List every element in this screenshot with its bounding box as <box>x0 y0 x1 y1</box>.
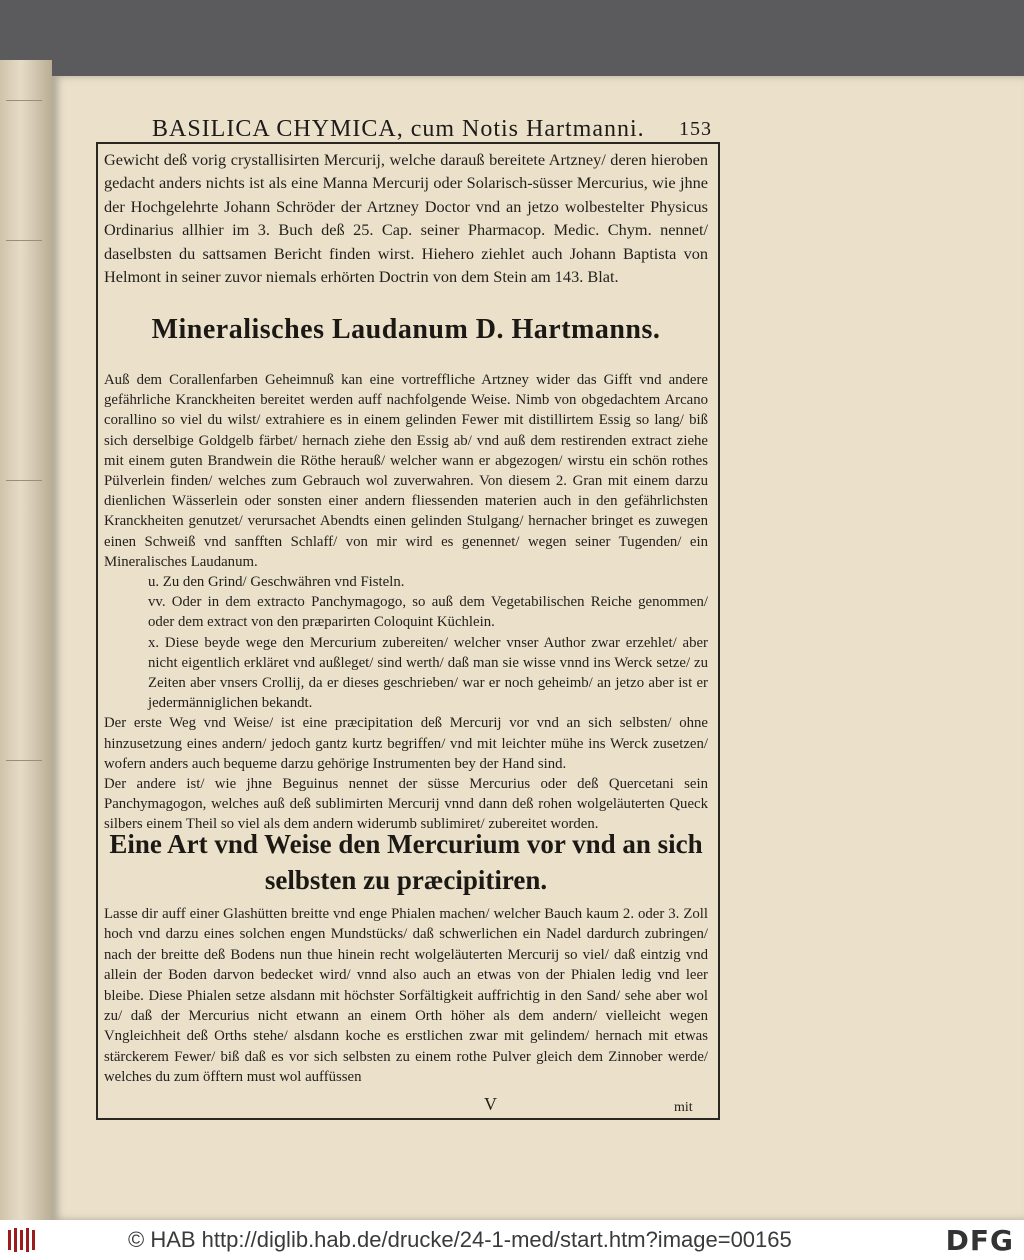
signature-mark: V <box>484 1094 497 1114</box>
note-paragraph: u. Zu den Grind/ Geschwähren vnd Fisteln. <box>148 574 405 591</box>
text-block-1 <box>104 148 708 288</box>
running-head-title: BASILICA CHYMICA, cum Notis Hartmanni. <box>152 116 645 142</box>
note-paragraph: vv. Oder in dem extracto Panchymagogo, so auß dem Vegetabilischen Reiche genommen/ oder dem extract von den præparirten Coloquint Küchlein. <box>148 594 708 631</box>
copyright-link[interactable]: © HAB http://diglib.hab.de/drucke/24-1-med/start.htm?image=00165 <box>128 1227 792 1252</box>
paragraph: Auß dem Corallenfarben Geheimnuß kan eine vortreffliche Artzney wider das Gifft vnd andere gefährliche Kranckheiten bereitet werden auff nachfolgende Weise. Nimb von obgedachtem Arcano corallino so viel du wilst/ extrahiere es in einem gelinden Fewer mit distillirtem Essig so lang/ biß sich derselbige Goldgelb färbet/ hernach ziehe den Essig ab/ vnd auß dem restirenden extract ziehe mit einem guten Brandwein die Röthe herauß/ welcher wann er abgezogen/ wirstu ein schön rothes Pülverlein finden/ welches zum Gebrauch wol zuverwahren. Von diesem 2. Gran mit einem darzu dienlichen Wässerlein oder sonsten einer andern fliessenden materien auch in den gefährlichsten Kranckheiten genutzet/ verursachet Abendts einen gelinden Stulgang/ hernacher bringet es zuwegen einen Schweiß vnd sanfften Schlaff/ von mir wird es genennet/ wegen seiner Tugenden/ ein Mineralisches Laudanum. <box>104 372 708 570</box>
paragraph: Der andere ist/ wie jhne Beguinus nennet der süsse Mercurius oder deß Quercetani sein Panchymagogon, welches auß deß sublimirten Mercurij vnnd dann deß rohen wolgeläuterten Queck silbers einem Theil so viel als dem andern widerumb sublimiret/ zubereitet worden. <box>104 776 708 833</box>
running-head <box>152 116 712 143</box>
note-paragraph: x. Diese beyde wege den Mercurium zubereiten/ welcher vnser Author zwar erzehlet/ aber nicht eigentlich erkläret vnd außleget/ sind werth/ daß man sie wisse vnnd ins Werck setze/ zu Zeiten aber vnsers Crollij, da er dieses geschrieben/ war er noch geheimb/ an jetzo aber ist er jedermänniglichen bekandt. <box>148 634 708 712</box>
prev-page-rule <box>6 240 42 241</box>
prev-page-rule <box>6 760 42 761</box>
library-logo-icon <box>6 1226 40 1254</box>
section-heading-1: Mineralisches Laudanum D. Hartmanns. <box>151 314 661 345</box>
text-block-3 <box>104 904 708 1088</box>
prev-page-rule <box>6 100 42 101</box>
dfg-logo: DFG <box>945 1224 1014 1257</box>
paragraph: Lasse dir auff einer Glashütten breitte vnd enge Phialen machen/ welcher Bauch kaum 2. oder 3. Zoll hoch vnd darzu eines solchen engen Mundstücks/ daß schwerlichen ein Nadel dardurch zubringen/ nach der breitte deß Bodens nun thue hinein recht wolgeläuterten Mercurij so viel/ daß eintzig vnd allein der Boden darvon bedecket wird/ vnnd also auch an etwas von der Phialen ledig vnd leer bleibe. Diese Phialen setze alsdann mit höchster Sorfältigkeit auffrichtig in den Sand/ sehe aber wol zu/ daß der Mercurius nicht etwann an einem Orth höher als dem andern/ vielleicht wegen Vngleichheit deß Orths stehe/ alsdann koche es erstlichen zwar mit gelindem/ hernach mit etwas stärckerem Fewer/ biß daß es vor sich selbsten zu einem rothe Pulver gleich dem Zinnober werde/ welches du zum öfftern must wol auffüssen <box>104 906 708 1086</box>
paragraph: Gewicht deß vorig crystallisirten Mercurij, welche darauß bereitete Artzney/ deren hieroben gedacht anders nichts ist als eine Manna Mercurij oder Solarisch-süsser Mercurius, wie jhne der Hochgelehrte Johann Schröder der Artzney Doctor vnd an jetzo wolbestelter Physicus Ordinarius allhier im 3. Buch deß 25. Cap. seiner Pharmacop. Medic. Chym. nennet/ daselbsten du sattsamen Bericht finden wirst. Hiehero ziehlet auch Johann Baptista von Helmont in seiner zuvor niemals erhörten Doctrin von dem Stein am 143. Blat. <box>104 150 708 287</box>
catchword: mit <box>674 1100 693 1115</box>
prev-page-rule <box>6 480 42 481</box>
page-number: 153 <box>679 118 712 140</box>
text-block-2 <box>104 370 708 835</box>
paragraph: Der erste Weg vnd Weise/ ist eine præcipitation deß Mercurij vor vnd an sich selbsten/ ohne hinzusetzung eines andern/ jedoch gantz kurtz begriffen/ vnd mit leichter mühe ins Werck zusetzen/ wofern anders auch bequeme darzu gehörige Instrumenten bey der Hand sind. <box>104 715 708 772</box>
previous-page-edge <box>0 60 52 1220</box>
footer-bar <box>0 1220 1024 1260</box>
footer-rule <box>96 1118 720 1120</box>
section-heading-2: Eine Art vnd Weise den Mercurium vor vnd an sich selbsten zu præcipitiren. <box>109 829 703 895</box>
